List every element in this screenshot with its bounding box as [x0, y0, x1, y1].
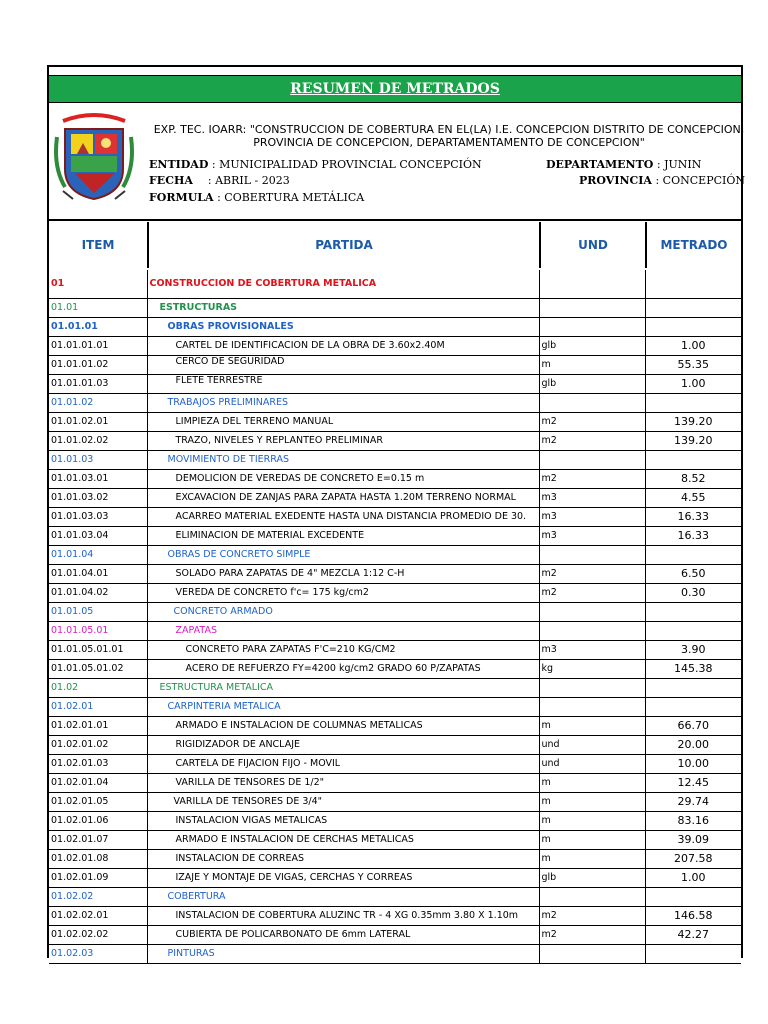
metrado-cell — [645, 621, 741, 640]
item-cell: 01.01.05.01.02 — [49, 659, 147, 678]
und-cell — [539, 393, 645, 412]
partida-cell: CONSTRUCCION DE COBERTURA METALICA — [147, 270, 539, 298]
metrado-cell: 55.35 — [645, 355, 741, 374]
fecha-label: FECHA — [149, 174, 193, 187]
und-cell: m2 — [539, 412, 645, 431]
table-row — [49, 564, 741, 583]
formula-field — [149, 191, 364, 204]
metrado-cell: 12.45 — [645, 773, 741, 792]
und-cell — [539, 298, 645, 317]
metrado-cell: 4.55 — [645, 488, 741, 507]
item-cell: 01.01.05.01 — [49, 621, 147, 640]
metrado-cell: 139.20 — [645, 412, 741, 431]
table-row — [49, 270, 741, 298]
metrado-cell: 145.38 — [645, 659, 741, 678]
und-cell: m — [539, 355, 645, 374]
partida-cell: CUBIERTA DE POLICARBONATO DE 6mm LATERAL — [147, 925, 539, 944]
partida-cell: CARPINTERIA METALICA — [147, 697, 539, 716]
metrado-cell — [645, 697, 741, 716]
metrado-cell: 1.00 — [645, 336, 741, 355]
partida-cell: INSTALACION VIGAS METALICAS — [147, 811, 539, 830]
und-cell: und — [539, 754, 645, 773]
column-header-item-label: ITEM — [81, 238, 115, 252]
und-cell: m3 — [539, 526, 645, 545]
table-row — [49, 659, 741, 678]
fecha-field — [149, 174, 290, 187]
metrado-cell: 6.50 — [645, 564, 741, 583]
table-row — [49, 526, 741, 545]
metrado-cell: 42.27 — [645, 925, 741, 944]
metrado-cell — [645, 270, 741, 298]
partida-cell: DEMOLICION DE VEREDAS DE CONCRETO E=0.15 m — [147, 469, 539, 488]
und-cell — [539, 545, 645, 564]
item-cell: 01.01.03.04 — [49, 526, 147, 545]
partida-cell: FLETE TERRESTRE — [147, 374, 539, 393]
partida-cell: CARTEL DE IDENTIFICACION DE LA OBRA DE 3.60x2.40M — [147, 336, 539, 355]
formula-value: : COBERTURA METÁLICA — [217, 191, 365, 204]
fecha-value: : ABRIL - 2023 — [207, 174, 290, 187]
partida-cell: LIMPIEZA DEL TERRENO MANUAL — [147, 412, 539, 431]
partida-cell: ACARREO MATERIAL EXEDENTE HASTA UNA DISTANCIA PROMEDIO DE 30. — [147, 507, 539, 526]
project-line-1: EXP. TEC. IOARR: "CONSTRUCCION DE COBERTURA EN EL(LA) I.E. CONCEPCION DISTRITO DE CONCEPCION, — [153, 123, 745, 136]
und-cell — [539, 317, 645, 336]
partida-cell: SOLADO PARA ZAPATAS DE 4" MEZCLA 1:12 C-H — [147, 564, 539, 583]
item-cell: 01.02.01.09 — [49, 868, 147, 887]
partida-cell: MOVIMIENTO DE TIERRAS — [147, 450, 539, 469]
column-header-partida — [147, 222, 539, 268]
und-cell — [539, 621, 645, 640]
partida-cell: EXCAVACION DE ZANJAS PARA ZAPATA HASTA 1.20M TERRENO NORMAL — [147, 488, 539, 507]
table-row — [49, 887, 741, 906]
und-cell: m — [539, 716, 645, 735]
partida-cell: CONCRETO PARA ZAPATAS F'C=210 KG/CM2 — [147, 640, 539, 659]
column-header-und — [539, 222, 645, 268]
und-cell: m — [539, 792, 645, 811]
und-cell — [539, 697, 645, 716]
column-header-item — [49, 222, 147, 268]
table-row — [49, 906, 741, 925]
metrado-cell: 207.58 — [645, 849, 741, 868]
table-row — [49, 678, 741, 697]
und-cell: m — [539, 811, 645, 830]
table-row — [49, 640, 741, 659]
und-cell — [539, 944, 645, 963]
item-cell: 01.02.02.02 — [49, 925, 147, 944]
und-cell: m3 — [539, 507, 645, 526]
metrado-cell: 29.74 — [645, 792, 741, 811]
item-cell: 01.02.01.02 — [49, 735, 147, 754]
metrado-cell — [645, 450, 741, 469]
item-cell: 01.01.03.03 — [49, 507, 147, 526]
metrado-cell: 0.30 — [645, 583, 741, 602]
metrado-cell: 139.20 — [645, 431, 741, 450]
table-row — [49, 697, 741, 716]
und-cell — [539, 602, 645, 621]
und-cell: m3 — [539, 640, 645, 659]
partida-cell: ARMADO E INSTALACION DE COLUMNAS METALICAS — [147, 716, 539, 735]
metrado-cell: 83.16 — [645, 811, 741, 830]
metrado-cell: 1.00 — [645, 374, 741, 393]
item-cell: 01.01.02.02 — [49, 431, 147, 450]
table-row — [49, 925, 741, 944]
und-cell: m2 — [539, 431, 645, 450]
table-row — [49, 773, 741, 792]
partida-cell: COBERTURA — [147, 887, 539, 906]
table-row — [49, 735, 741, 754]
metrado-cell — [645, 602, 741, 621]
table-row — [49, 393, 741, 412]
und-cell: kg — [539, 659, 645, 678]
entidad-label: ENTIDAD — [149, 158, 209, 171]
partida-cell: RIGIDIZADOR DE ANCLAJE — [147, 735, 539, 754]
und-cell: glb — [539, 336, 645, 355]
metrado-cell: 1.00 — [645, 868, 741, 887]
table-row — [49, 431, 741, 450]
item-cell: 01.02.01.08 — [49, 849, 147, 868]
und-cell — [539, 450, 645, 469]
provincia-field — [579, 174, 745, 187]
table-row — [49, 868, 741, 887]
metrado-cell: 66.70 — [645, 716, 741, 735]
table-row — [49, 317, 741, 336]
partida-cell: CARTELA DE FIJACION FIJO - MOVIL — [147, 754, 539, 773]
metrado-cell — [645, 393, 741, 412]
table-row — [49, 944, 741, 963]
und-cell: m — [539, 773, 645, 792]
departamento-field — [546, 158, 701, 171]
metrado-cell: 10.00 — [645, 754, 741, 773]
item-cell: 01.02.01.05 — [49, 792, 147, 811]
und-cell — [539, 678, 645, 697]
und-cell — [539, 887, 645, 906]
metrados-table — [49, 270, 741, 964]
departamento-label: DEPARTAMENTO — [546, 158, 654, 171]
project-description — [149, 123, 749, 149]
partida-cell: VARILLA DE TENSORES DE 1/2" — [147, 773, 539, 792]
metrado-cell — [645, 545, 741, 564]
column-header-und-label: UND — [578, 238, 608, 252]
table-row — [49, 488, 741, 507]
und-cell: m2 — [539, 583, 645, 602]
table-row — [49, 811, 741, 830]
item-cell: 01.01.01.03 — [49, 374, 147, 393]
column-header-partida-label: PARTIDA — [315, 238, 373, 252]
und-cell: m — [539, 849, 645, 868]
table-row — [49, 469, 741, 488]
partida-cell: ELIMINACION DE MATERIAL EXCEDENTE — [147, 526, 539, 545]
column-header-metrado-label: METRADO — [660, 238, 728, 252]
und-cell: glb — [539, 374, 645, 393]
table-row — [49, 355, 741, 374]
item-cell: 01.01.03 — [49, 450, 147, 469]
und-cell: und — [539, 735, 645, 754]
item-cell: 01.01.03.01 — [49, 469, 147, 488]
item-cell: 01.02.01.06 — [49, 811, 147, 830]
item-cell: 01.02.01.07 — [49, 830, 147, 849]
metrado-cell: 16.33 — [645, 526, 741, 545]
item-cell: 01.02.03 — [49, 944, 147, 963]
metrado-cell: 39.09 — [645, 830, 741, 849]
metrado-cell: 20.00 — [645, 735, 741, 754]
formula-label: FORMULA — [149, 191, 214, 204]
partida-cell: INSTALACION DE COBERTURA ALUZINC TR - 4 XG 0.35mm 3.80 X 1.10m — [147, 906, 539, 925]
metrado-cell — [645, 678, 741, 697]
item-cell: 01.01.01 — [49, 317, 147, 336]
departamento-value: : JUNIN — [656, 158, 702, 171]
table-row — [49, 621, 741, 640]
table-row — [49, 374, 741, 393]
item-cell: 01.02 — [49, 678, 147, 697]
item-cell: 01.01.04.02 — [49, 583, 147, 602]
metrado-cell — [645, 944, 741, 963]
partida-cell: ACERO DE REFUERZO FY=4200 kg/cm2 GRADO 60 P/ZAPATAS — [147, 659, 539, 678]
partida-cell: ARMADO E INSTALACION DE CERCHAS METALICAS — [147, 830, 539, 849]
und-cell: glb — [539, 868, 645, 887]
table-row — [49, 583, 741, 602]
und-cell — [539, 270, 645, 298]
metrado-cell: 3.90 — [645, 640, 741, 659]
metrado-cell — [645, 298, 741, 317]
spreadsheet-sheet — [47, 65, 743, 958]
item-cell: 01.02.01.04 — [49, 773, 147, 792]
item-cell: 01 — [49, 270, 147, 298]
und-cell: m2 — [539, 469, 645, 488]
und-cell: m3 — [539, 488, 645, 507]
entidad-value: : MUNICIPALIDAD PROVINCIAL CONCEPCIÓN — [211, 158, 482, 171]
table-row — [49, 830, 741, 849]
partida-cell: TRAZO, NIVELES Y REPLANTEO PRELIMINAR — [147, 431, 539, 450]
item-cell: 01.01.01.02 — [49, 355, 147, 374]
project-line-2: PROVINCIA DE CONCEPCION, DEPARTAMENTAMENTO DE CONCEPCION" — [253, 136, 645, 149]
und-cell: m2 — [539, 906, 645, 925]
partida-cell: INSTALACION DE CORREAS — [147, 849, 539, 868]
metrado-cell: 8.52 — [645, 469, 741, 488]
item-cell: 01.02.02.01 — [49, 906, 147, 925]
entidad-field — [149, 158, 482, 171]
partida-cell: ESTRUCTURAS — [147, 298, 539, 317]
item-cell: 01.02.01.01 — [49, 716, 147, 735]
table-row — [49, 298, 741, 317]
header-divider — [49, 219, 741, 221]
und-cell: m2 — [539, 564, 645, 583]
provincia-label: PROVINCIA — [579, 174, 652, 187]
item-cell: 01.02.01.03 — [49, 754, 147, 773]
metrado-cell: 146.58 — [645, 906, 741, 925]
item-cell: 01.02.01 — [49, 697, 147, 716]
item-cell: 01.01.02 — [49, 393, 147, 412]
partida-cell: TRABAJOS PRELIMINARES — [147, 393, 539, 412]
partida-cell: VARILLA DE TENSORES DE 3/4" — [147, 792, 539, 811]
metrado-cell: 16.33 — [645, 507, 741, 526]
partida-cell: OBRAS DE CONCRETO SIMPLE — [147, 545, 539, 564]
table-row — [49, 716, 741, 735]
table-row — [49, 849, 741, 868]
table-row — [49, 792, 741, 811]
table-row — [49, 754, 741, 773]
table-row — [49, 545, 741, 564]
und-cell: m — [539, 830, 645, 849]
item-cell: 01.01 — [49, 298, 147, 317]
item-cell: 01.01.02.01 — [49, 412, 147, 431]
partida-cell: VEREDA DE CONCRETO f'c= 175 kg/cm2 — [147, 583, 539, 602]
table-row — [49, 336, 741, 355]
partida-cell: ESTRUCTURA METALICA — [147, 678, 539, 697]
item-cell: 01.01.05.01.01 — [49, 640, 147, 659]
partida-cell: OBRAS PROVISIONALES — [147, 317, 539, 336]
column-header-metrado — [645, 222, 741, 268]
page-title: RESUMEN DE METRADOS — [290, 81, 500, 97]
table-row — [49, 450, 741, 469]
item-cell: 01.01.03.02 — [49, 488, 147, 507]
partida-cell: IZAJE Y MONTAJE DE VIGAS, CERCHAS Y CORREAS — [147, 868, 539, 887]
partida-cell: CERCO DE SEGURIDAD — [147, 355, 539, 374]
table-row — [49, 507, 741, 526]
metrado-cell — [645, 887, 741, 906]
table-row — [49, 412, 741, 431]
item-cell: 01.02.02 — [49, 887, 147, 906]
partida-cell: CONCRETO ARMADO — [147, 602, 539, 621]
und-cell: m2 — [539, 925, 645, 944]
item-cell: 01.01.04 — [49, 545, 147, 564]
municipal-crest-icon — [53, 107, 135, 203]
item-cell: 01.01.05 — [49, 602, 147, 621]
item-cell: 01.01.04.01 — [49, 564, 147, 583]
item-cell: 01.01.01.01 — [49, 336, 147, 355]
partida-cell: ZAPATAS — [147, 621, 539, 640]
title-band — [49, 75, 741, 103]
metrado-cell — [645, 317, 741, 336]
table-row — [49, 602, 741, 621]
provincia-value: : CONCEPCIÓN — [655, 174, 745, 187]
partida-cell: PINTURAS — [147, 944, 539, 963]
